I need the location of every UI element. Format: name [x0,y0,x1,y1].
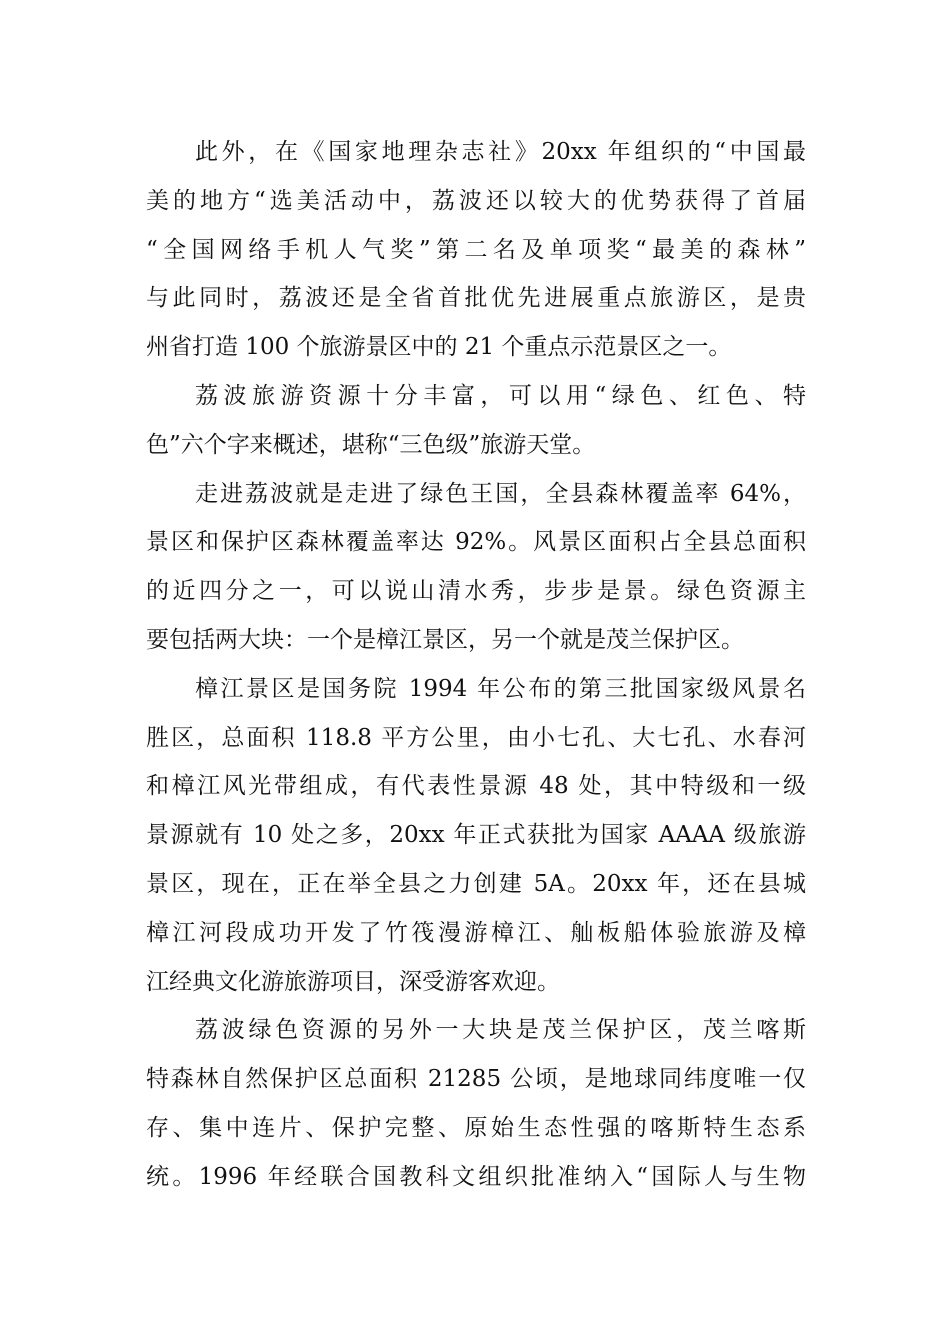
text-line: 州省打造 100 个旅游景区中的 21 个重点示范景区之一。 [146,334,732,361]
text-line: 胜区，总面积 118.8 平方公里，由小七孔、大七孔、水春河 [146,724,806,751]
text-line: 和樟江风光带组成，有代表性景源 48 处，其中特级和一级 [146,773,806,800]
paragraph-2 [146,372,806,470]
text-line: 色”六个字来概述，堪称“三色级”旅游天堂。 [146,431,596,458]
text-line: 此外，在《国家地理杂志社》20xx 年组织的“中国最 [195,139,806,165]
text-line: 景区和保护区森林覆盖率达 92%。风景区面积占全县总面积 [146,529,806,556]
paragraph-4 [146,665,806,1007]
text-line: 荔波旅游资源十分丰富，可以用“绿色、红色、特 [195,382,806,409]
text-line: 与此同时，荔波还是全省首批优先进展重点旅游区，是贵 [146,285,806,312]
text-line: 江经典文化游旅游项目，深受游客欢迎。 [146,968,560,995]
text-line: 要包括两大块：一个是樟江景区，另一个就是茂兰保护区。 [146,626,744,653]
text-line: 樟江河段成功开发了竹筏漫游樟江、舢板船体验旅游及樟 [146,919,806,946]
paragraph-3 [146,470,806,665]
document-page [146,128,806,1202]
text-line: 景源就有 10 处之多，20xx 年正式获批为国家 AAAA 级旅游 [146,822,806,849]
text-line: 的近四分之一，可以说山清水秀，步步是景。绿色资源主 [146,578,806,605]
text-line: 美的地方“选美活动中，荔波还以较大的优势获得了首届 [146,187,806,214]
paragraph-5 [146,1006,806,1201]
text-line: 樟江景区是国务院 1994 年公布的第三批国家级风景名 [195,675,806,702]
paragraph-1 [146,128,806,372]
text-line: 荔波绿色资源的另外一大块是茂兰保护区，茂兰喀斯 [195,1017,806,1044]
text-line: 走进荔波就是走进了绿色王国，全县森林覆盖率 64%， [195,480,806,507]
text-line: 存、集中连片、保护完整、原始生态性强的喀斯特生态系 [146,1114,806,1141]
text-line: “全国网络手机人气奖”第二名及单项奖“最美的森林” [146,236,806,263]
text-line: 景区，现在，正在举全县之力创建 5A。20xx 年，还在县城 [146,870,806,897]
text-line: 特森林自然保护区总面积 21285 公顷，是地球同纬度唯一仅 [146,1066,806,1093]
text-line: 统。1996 年经联合国教科文组织批准纳入“国际人与生物 [146,1163,806,1190]
